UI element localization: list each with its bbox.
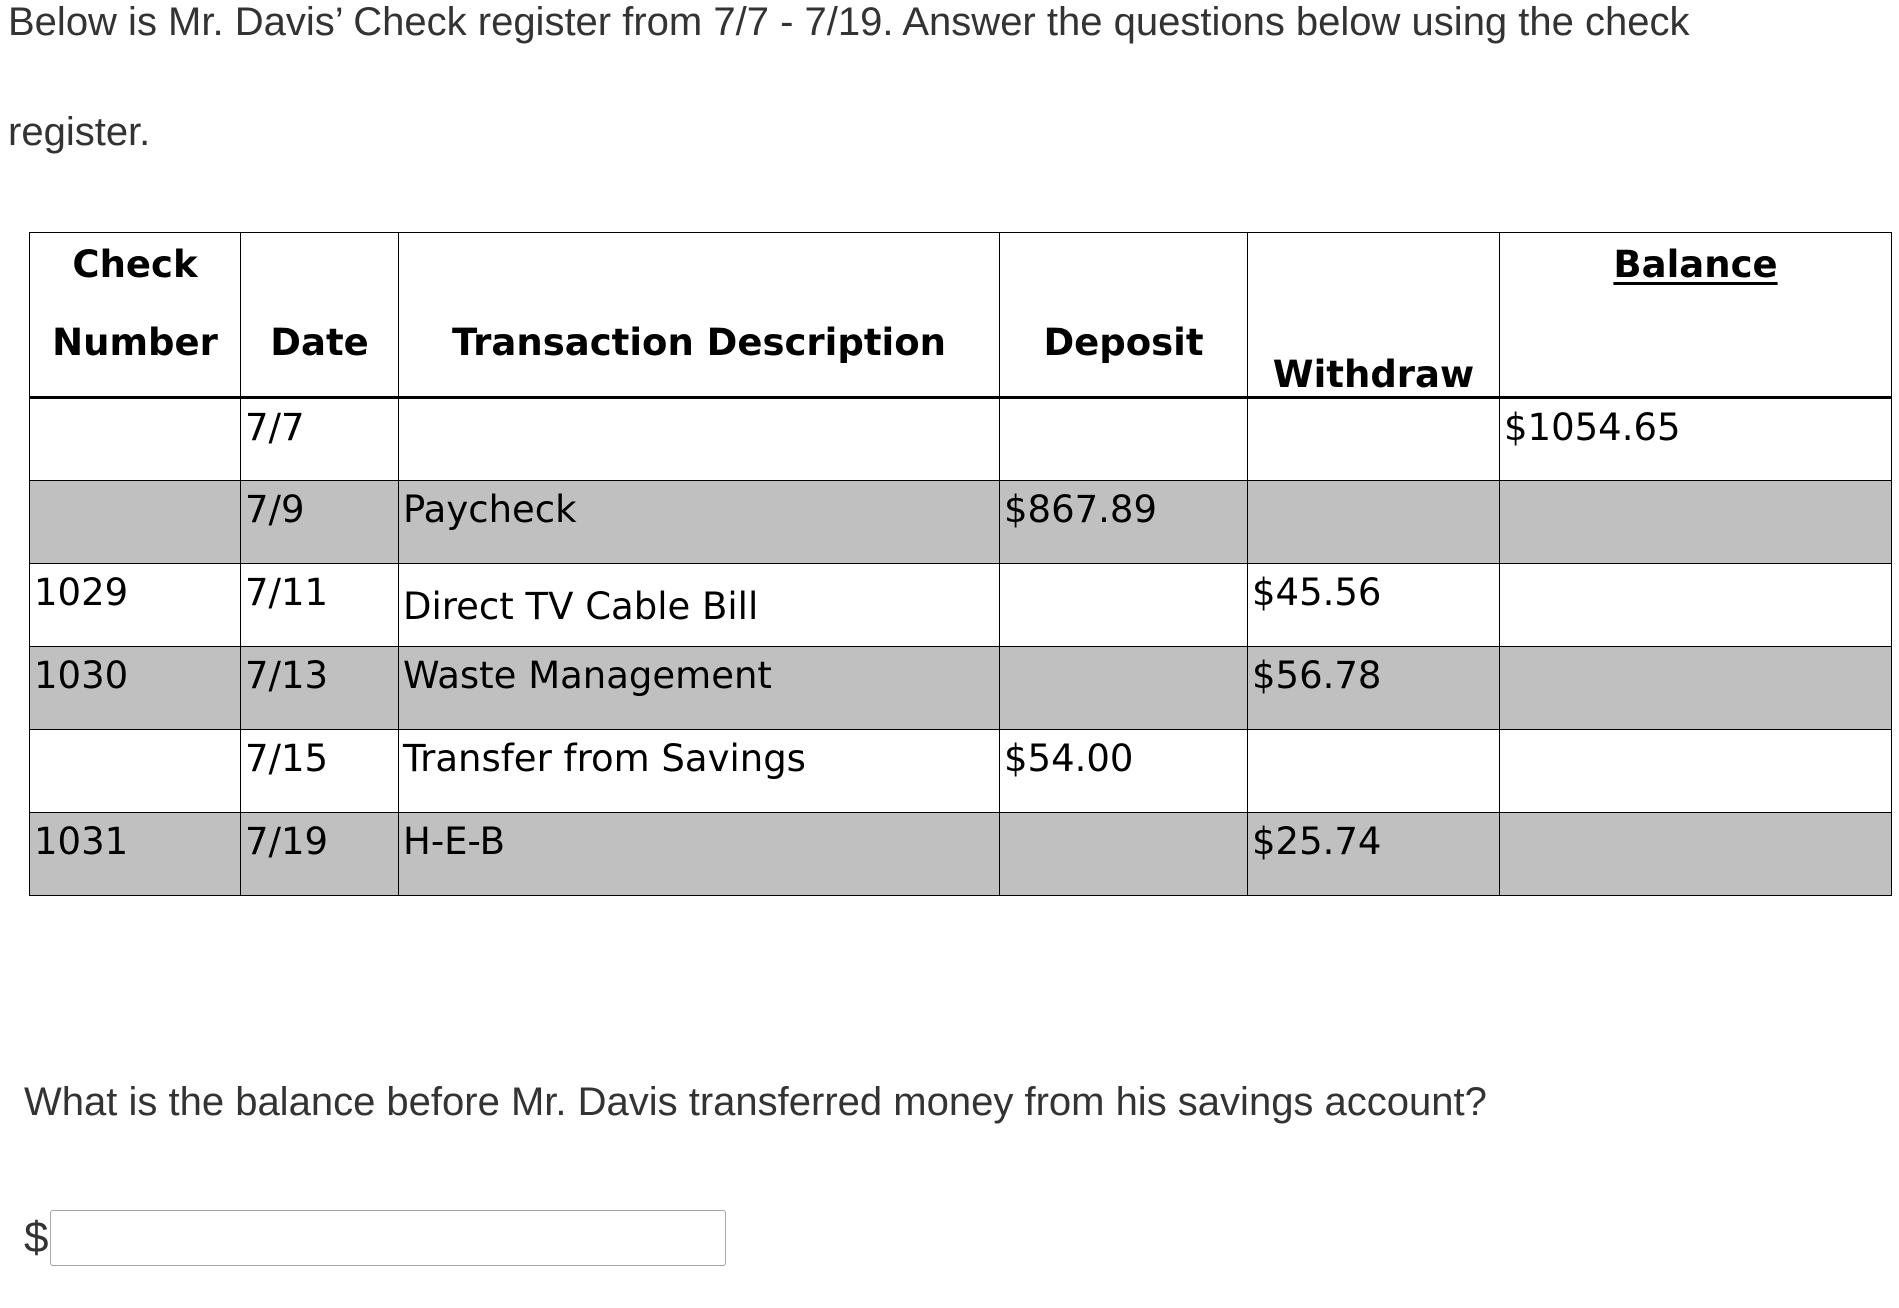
table-row [30, 398, 1892, 481]
table-row [30, 647, 1892, 730]
header-withdraw [1248, 233, 1500, 398]
table-row [30, 564, 1892, 647]
header-date-label: Date [270, 321, 369, 364]
cell-balance [1500, 647, 1892, 730]
table-row [30, 813, 1892, 896]
cell-description: H-E-B [399, 813, 1000, 896]
cell-balance: $1054.65 [1500, 398, 1892, 481]
cell-date: 7/13 [241, 647, 399, 730]
cell-withdraw [1248, 730, 1500, 813]
cell-description: Transfer from Savings [399, 730, 1000, 813]
intro-line-1: Below is Mr. Davis’ Check register from 7/7 - 7/19. Answer the questions below using the check [8, 0, 1690, 44]
cell-withdraw [1248, 481, 1500, 564]
cell-withdraw: $45.56 [1248, 564, 1500, 647]
cell-check-number [30, 481, 241, 564]
cell-deposit [1000, 647, 1248, 730]
intro-line-2: register. [8, 110, 151, 154]
cell-check-number: 1030 [30, 647, 241, 730]
cell-check-number: 1031 [30, 813, 241, 896]
cell-balance [1500, 564, 1892, 647]
cell-date: 7/15 [241, 730, 399, 813]
cell-description: Paycheck [399, 481, 1000, 564]
cell-date: 7/9 [241, 481, 399, 564]
header-check-number [30, 233, 241, 398]
cell-check-number [30, 398, 241, 481]
cell-description: Waste Management [399, 647, 1000, 730]
header-description [399, 233, 1000, 398]
cell-date: 7/11 [241, 564, 399, 647]
header-check-line2: Number [52, 321, 218, 364]
currency-symbol: $ [24, 1213, 49, 1262]
cell-deposit [1000, 398, 1248, 481]
header-row [30, 233, 1892, 398]
cell-deposit: $54.00 [1000, 730, 1248, 813]
header-check-line1: Check [72, 243, 198, 286]
table-row [30, 481, 1892, 564]
cell-withdraw: $25.74 [1248, 813, 1500, 896]
cell-balance [1500, 813, 1892, 896]
cell-withdraw [1248, 398, 1500, 481]
table-row [30, 730, 1892, 813]
cell-deposit [1000, 813, 1248, 896]
answer-row [24, 1208, 726, 1268]
balance-answer-input[interactable] [50, 1210, 726, 1266]
header-date [241, 233, 399, 398]
header-description-label: Transaction Description [452, 321, 946, 364]
cell-description: Direct TV Cable Bill [399, 564, 1000, 647]
cell-deposit [1000, 564, 1248, 647]
check-register-table [29, 232, 1892, 896]
cell-withdraw: $56.78 [1248, 647, 1500, 730]
header-withdraw-label: Withdraw [1272, 353, 1475, 396]
header-deposit [1000, 233, 1248, 398]
cell-description [399, 398, 1000, 481]
cell-date: 7/7 [241, 398, 399, 481]
cell-deposit: $867.89 [1000, 481, 1248, 564]
cell-balance [1500, 730, 1892, 813]
cell-date: 7/19 [241, 813, 399, 896]
header-balance [1500, 233, 1892, 398]
cell-check-number: 1029 [30, 564, 241, 647]
header-deposit-label: Deposit [1043, 321, 1204, 364]
header-balance-label: Balance [1613, 243, 1778, 286]
cell-balance [1500, 481, 1892, 564]
cell-check-number [30, 730, 241, 813]
question-text: What is the balance before Mr. Davis transferred money from his savings account? [24, 1080, 1487, 1124]
